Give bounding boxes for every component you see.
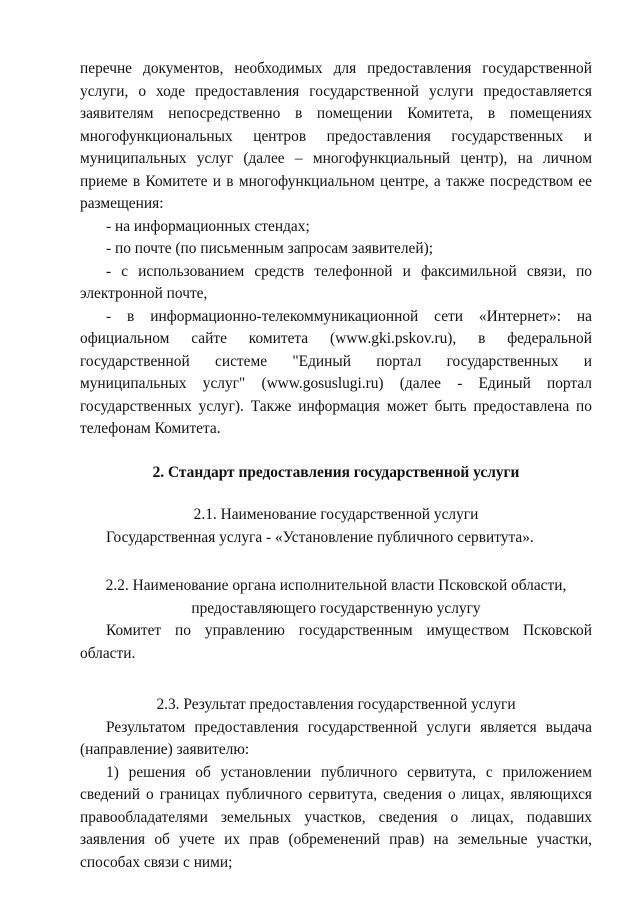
document-body — [80, 58, 592, 874]
section-2-3-heading: 2.3. Результат предоставления государственной услуги — [156, 696, 516, 713]
section-2-2-heading-line1: 2.2. Наименование органа исполнительной власти Псковской области, — [105, 577, 567, 594]
section-2-2-heading-line2: предоставляющего государственную услугу — [191, 599, 481, 617]
section-2-2-text: Комитет по управлению государственным имуществом Псковской области. — [80, 622, 592, 662]
section-2-3-item-1: 1) решения об установлении публичного сервитута, с приложением сведений о границах публичного сервитута, сведения о лицах, являющихся правообладателями земельных участков, сведения о лицах, подавших заявления об учете их прав (обременений прав) на земельные участки, способах связи с ними; — [80, 763, 592, 871]
section-2-title: 2. Стандарт предоставления государственной услуги — [152, 463, 520, 481]
section-2-3-text: Результатом предоставления государственной услуги является выдача (направление) заявителю: — [80, 718, 592, 758]
list-item-internet: - в информационно-телекоммуникационной сети «Интернет»: на официальном сайте комитета (www.gki.pskov.ru), в федеральной государственной системе "Единый портал государственных и муниципальных услуг" (www.gosuslugi.ru) (далее - Единый портал государственных услуг). Также информация может быть предоставлена по телефонам Комитета. — [80, 307, 592, 437]
list-item-phone-email: - с использованием средств телефонной и факсимильной связи, по электронной почте, — [80, 262, 592, 302]
intro-paragraph: перечне документов, необходимых для предоставления государственной услуги, о ходе предоставления государственной услуги предоставляется заявителям непосредственно в помещении Комитета, в помещениях многофункциональных центров предоставления государственных и муниципальных услуг (далее – многофункциальный центр), на личном приеме в Комитете и в многофункциальном центре, а также посредством ее размещения: — [80, 60, 592, 212]
section-2-1-heading: 2.1. Наименование государственной услуги — [193, 506, 479, 523]
list-item-mail: - по почте (по письменным запросам заявителей); — [106, 240, 433, 257]
list-item-stands: - на информационных стендах; — [106, 217, 310, 235]
section-2-1-text: Государственная услуга - «Установление публичного сервитута». — [106, 528, 534, 546]
